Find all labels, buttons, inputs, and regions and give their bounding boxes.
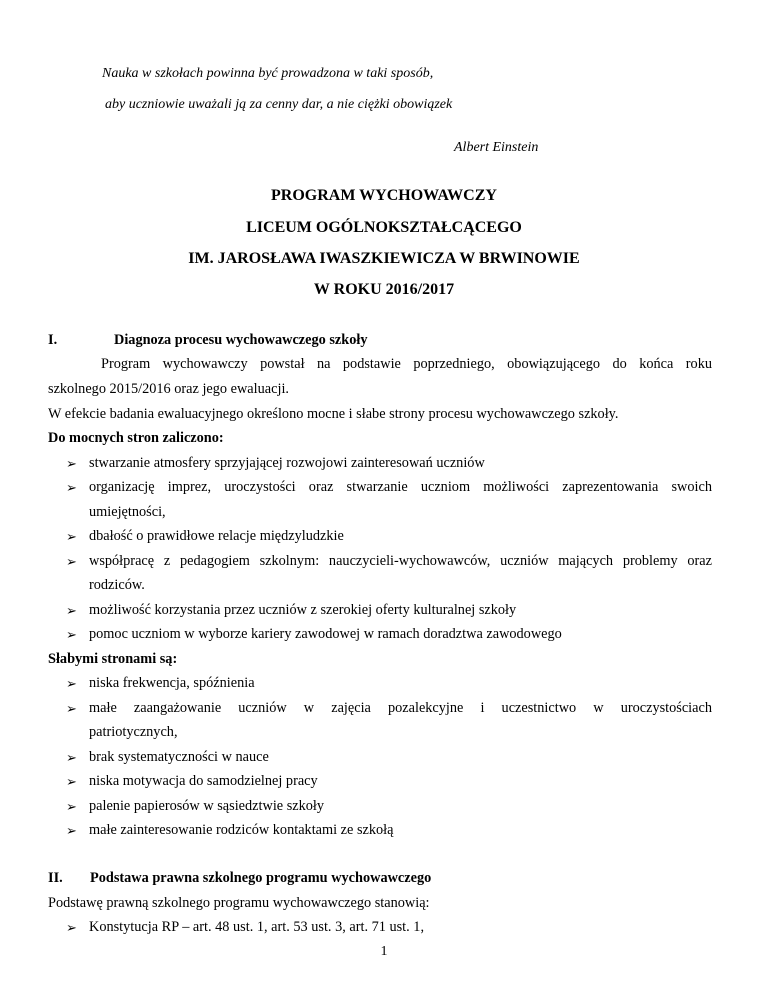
arrow-bullet-icon: ➢ <box>66 627 77 642</box>
title-line-4: W ROKU 2016/2017 <box>313 281 455 298</box>
arrow-bullet-icon: ➢ <box>66 799 77 814</box>
page-number: 1 <box>380 944 388 959</box>
arrow-bullet-icon: ➢ <box>66 823 77 838</box>
arrow-bullet-icon: ➢ <box>66 920 77 935</box>
title-line-2: LICEUM OGÓLNOKSZTAŁCĄCEGO <box>246 219 522 236</box>
arrow-bullet-icon: ➢ <box>66 750 77 765</box>
section-1-para-1-line-1: Program wychowawczy powstał na podstawie poprzedniego, obowiązującego do końca roku <box>101 356 712 372</box>
arrow-bullet-icon: ➢ <box>66 603 77 618</box>
strengths-label: Do mocnych stron zaliczono: <box>48 430 224 446</box>
section-2-intro: Podstawę prawną szkolnego programu wychowawczego stanowią: <box>48 895 430 911</box>
section-1-para-2: W efekcie badania ewaluacyjnego określono mocne i słabe strony procesu wychowawczego szkoły. <box>48 406 619 422</box>
quote-author: Albert Einstein <box>454 140 539 155</box>
arrow-bullet-icon: ➢ <box>66 676 77 691</box>
weaknesses-label: Słabymi stronami są: <box>48 651 178 667</box>
title-line-3: IM. JAROSŁAWA IWASZKIEWICZA W BRWINOWIE <box>188 250 580 267</box>
arrow-bullet-icon: ➢ <box>66 701 77 716</box>
section-2-heading: Podstawa prawna szkolnego programu wychowawczego <box>90 870 432 886</box>
arrow-bullet-icon: ➢ <box>66 774 77 789</box>
section-1-heading: Diagnoza procesu wychowawczego szkoły <box>114 332 368 348</box>
title-line-1: PROGRAM WYCHOWAWCZY <box>271 187 497 204</box>
section-1-para-1-line-2: szkolnego 2015/2016 oraz jego ewaluacji. <box>48 381 289 397</box>
arrow-bullet-icon: ➢ <box>66 529 77 544</box>
quote-line-1: Nauka w szkołach powinna być prowadzona w taki sposób, <box>102 66 434 81</box>
section-1-number: I. <box>48 332 58 348</box>
arrow-bullet-icon: ➢ <box>66 480 77 495</box>
arrow-bullet-icon: ➢ <box>66 456 77 471</box>
section-2-number: II. <box>48 870 63 886</box>
quote-line-2: aby uczniowie uważali ją za cenny dar, a nie ciężki obowiązek <box>105 97 453 112</box>
arrow-bullet-icon: ➢ <box>66 554 77 569</box>
